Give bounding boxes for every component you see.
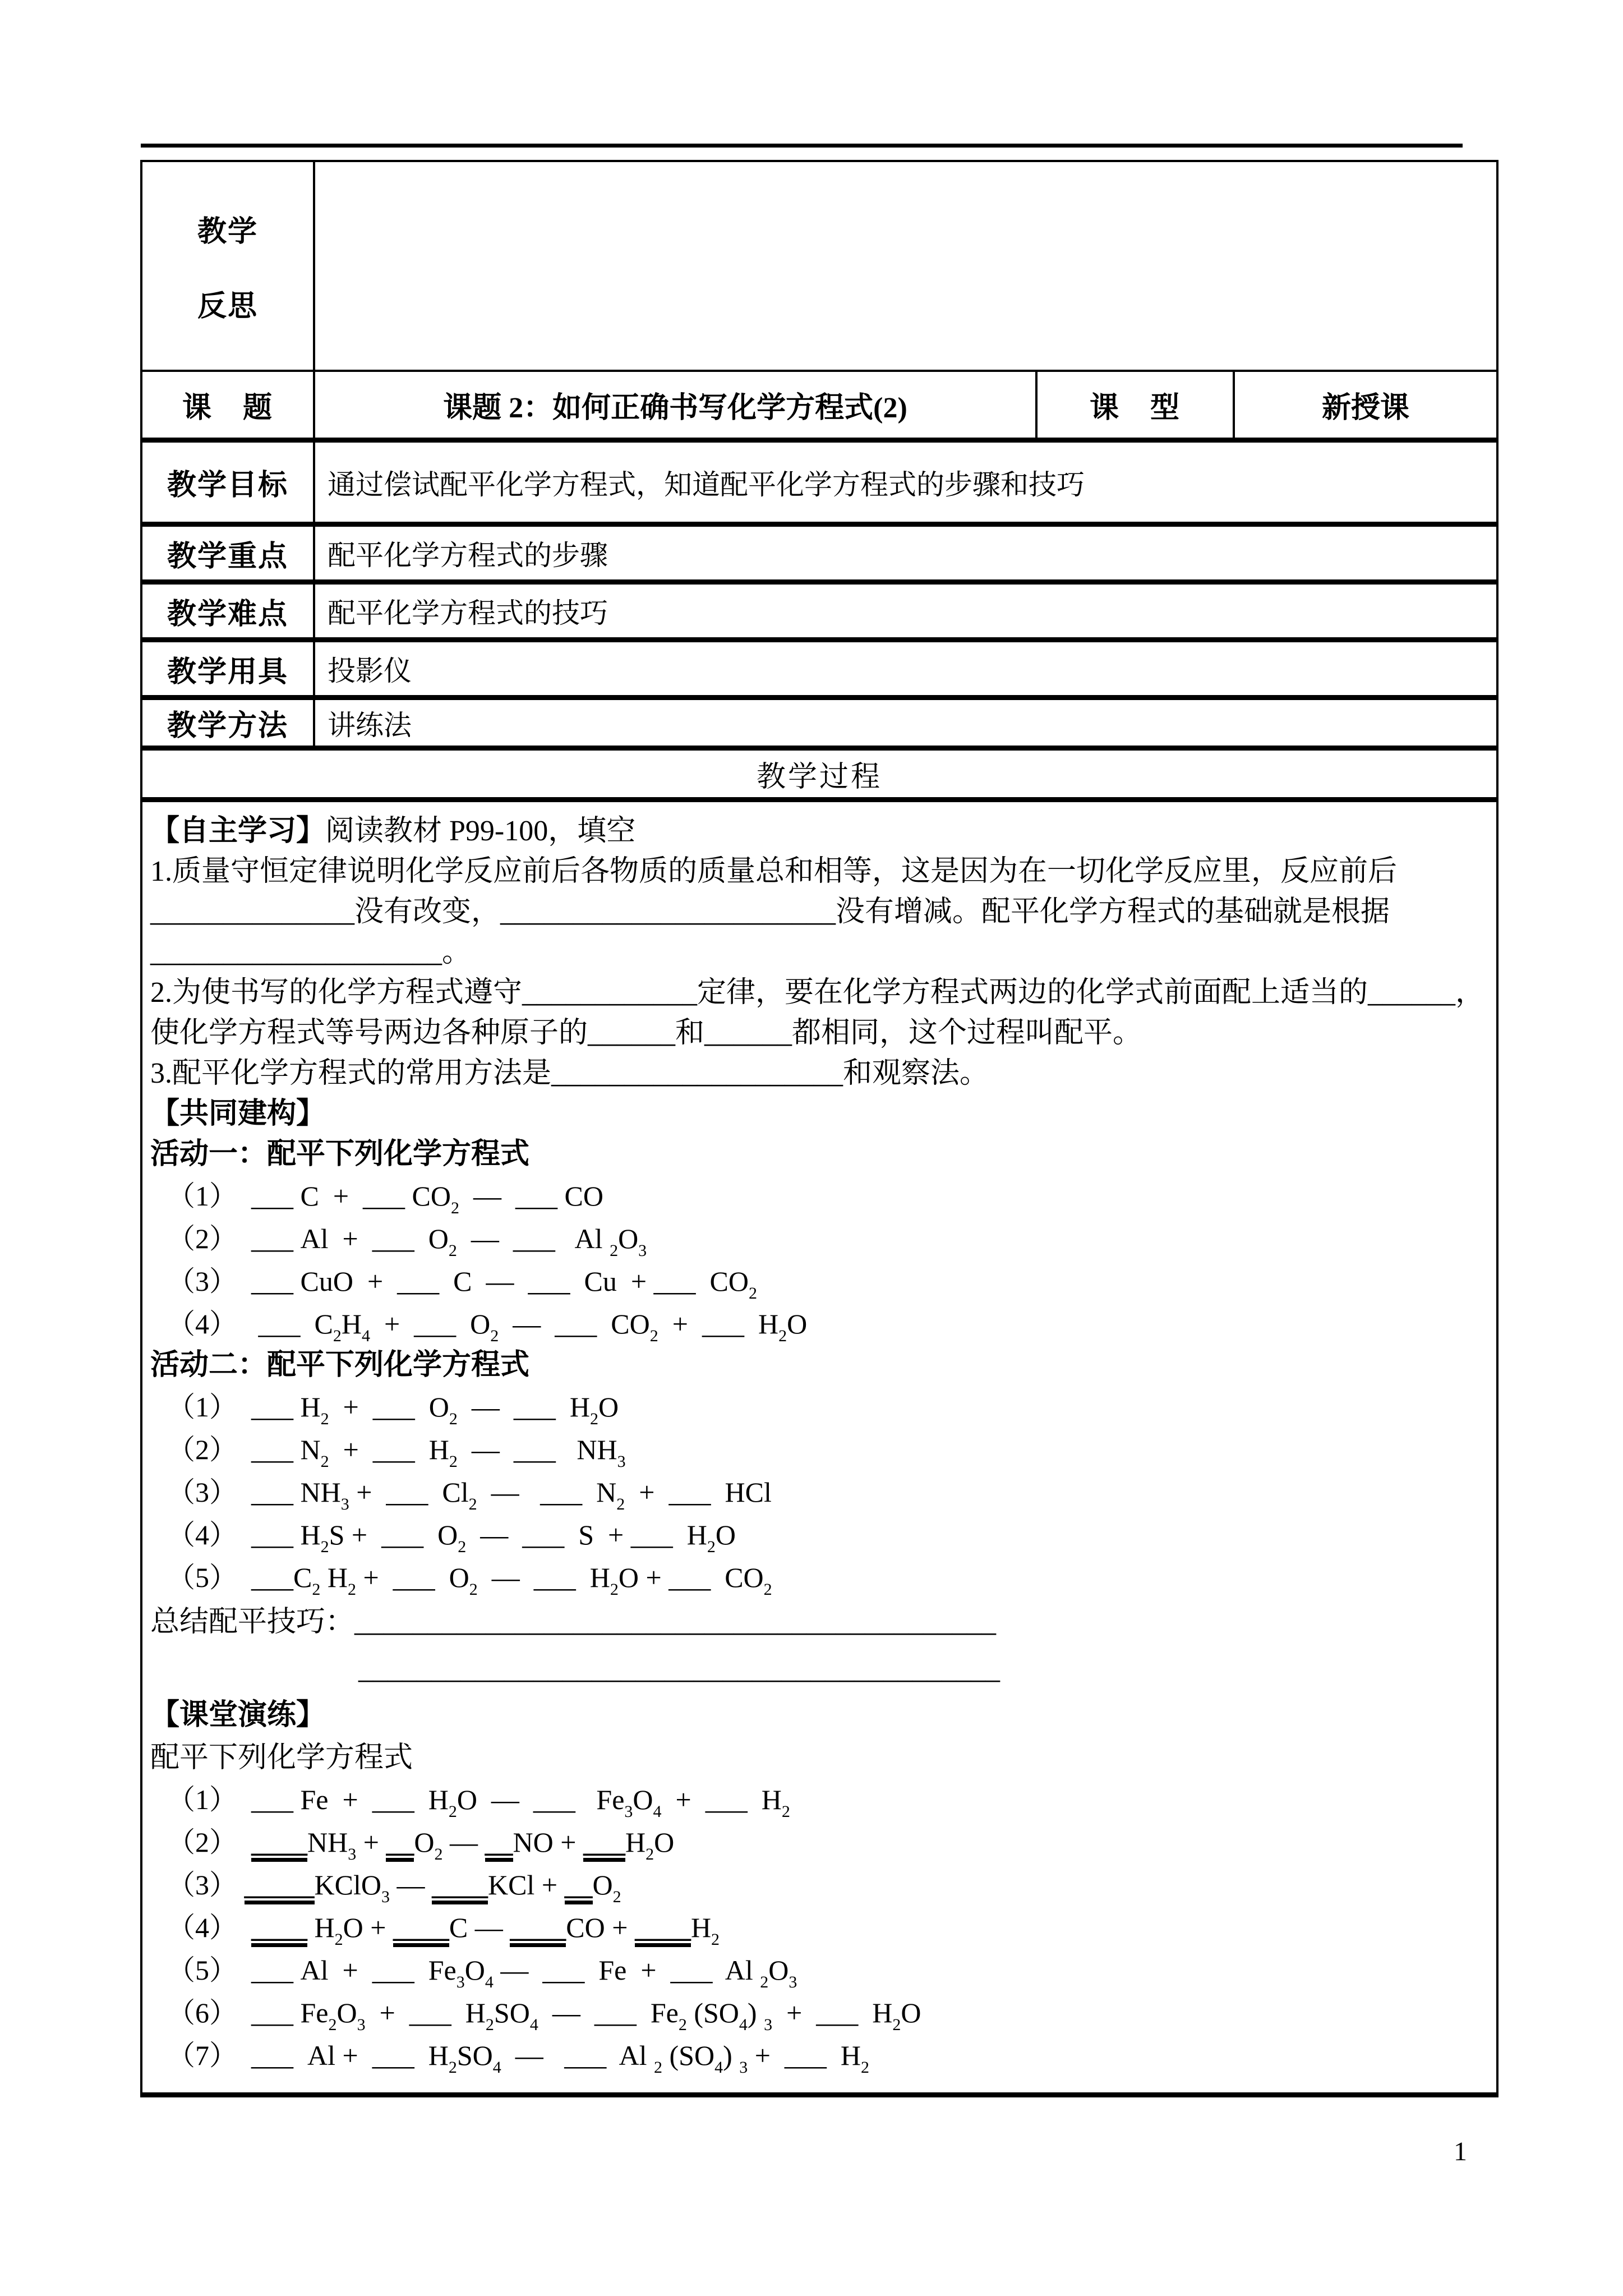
method-label: 教学方法: [142, 700, 315, 746]
topic-title: 课题 2：如何正确书写化学方程式(2): [315, 372, 1038, 438]
reflection-label-cell: [142, 162, 315, 370]
drill-equation-1: （1） ___ Fe + ___ $H_2O$ — ___ $Fe_3O_4$ + ___ $H_2$: [167, 1784, 790, 1821]
activity1-equation-2: （2） ___ Al + ___ $O_2$ — ___ Al $_2O_3$: [167, 1223, 647, 1260]
drill-equation-3: （3） _____KClO$_3$ — ____KCl + $\_\_O_2$: [167, 1869, 621, 1906]
goal-label: 教学目标: [142, 443, 315, 522]
reflection-label-line1: 教学: [197, 216, 258, 248]
course-type-value: 新授课: [1321, 392, 1409, 424]
lesson-plan-table: [140, 160, 1498, 2097]
activity2-heading: 活动二：配平下列化学方程式: [150, 1349, 530, 1381]
activity2-equation-5: （5） $\_\_\_C_2$ $H_2$ + ___ $O_2$ — ___ $H_2O$ + ___ $CO_2$: [167, 1562, 772, 1599]
reflection-row: [142, 162, 1496, 372]
process-header: 教学过程: [756, 761, 882, 793]
build-heading: 【共同建构】: [150, 1098, 326, 1130]
process-header-row: [142, 751, 1496, 802]
course-type-label: 课 型: [1038, 372, 1235, 438]
reflection-label: [197, 208, 258, 324]
self-study-heading-line: [150, 811, 1485, 852]
reflection-value-cell: [315, 162, 1496, 370]
fill-line-5: 使化学方程式等号两边各种原子的______和______都相同，这个过程叫配平。: [150, 1017, 1142, 1049]
focus-value: 配平化学方程式的步骤: [328, 540, 608, 571]
method-row: [142, 700, 1496, 751]
topic-label-cell: 课 题: [142, 372, 315, 438]
page-header-rule: [141, 144, 1463, 148]
topic-row: [142, 372, 1496, 443]
self-study-heading: 【自主学习】: [150, 815, 326, 847]
summary-line: [150, 1599, 1485, 1646]
reflection-label-line2: 反思: [197, 291, 258, 323]
focus-row: [142, 527, 1496, 585]
tools-row: [142, 642, 1496, 700]
drill-intro: 配平下列化学方程式: [150, 1742, 413, 1774]
page-number: 1: [1454, 2137, 1467, 2166]
fill-line-1: 1.质量守恒定律说明化学反应前后各物质的质量总和相等，这是因为在一切化学反应里，反应前后: [150, 855, 1398, 887]
fill-line-3: ____________________。: [150, 936, 472, 968]
activity1-heading: 活动一：配平下列化学方程式: [150, 1138, 530, 1170]
activity1-equation-4: （4） ___ $C_2H_4$ + ___ $O_2$ — ___ $CO_2$ + ___ $H_2O$: [167, 1308, 808, 1345]
difficulty-row: [142, 585, 1496, 642]
self-study-intro: 阅读教材 P99-100，填空: [325, 815, 636, 847]
goal-value: 通过偿试配平化学方程式，知道配平化学方程式的步骤和技巧: [328, 468, 1085, 500]
focus-label: 教学重点: [142, 527, 315, 579]
process-content: [142, 802, 1496, 2092]
drill-equation-5: （5） ___ Al + ___ $Fe_3O_4$ — ___ Fe + ___ Al $_2O_3$: [167, 1954, 797, 1991]
difficulty-label: 教学难点: [142, 585, 315, 637]
drill-heading: 【课堂演练】: [150, 1699, 326, 1731]
activity2-equation-4: （4） ___ $H_2S$ + ___ $O_2$ — ___ S + ___ $H_2O$: [167, 1519, 736, 1556]
activity1-equation-3: （3） ___ CuO + ___ C — ___ Cu + ___ $CO_2$: [167, 1266, 758, 1303]
drill-equation-4: （4） ____ $H_2O$ + ____C — ____CO + $\_\_\_\_H_2$: [167, 1912, 720, 1949]
summary-blank-line-2: [358, 1646, 1485, 1693]
drill-equation-7: （7） ___ Al + ___ $H_2SO_4$ — ___ Al $_2$ $(SO_4) _3$ + ___ $H_2$: [167, 2040, 870, 2077]
goal-row: [142, 443, 1496, 527]
summary-blank-1: ____________________________________________: [354, 1606, 997, 1638]
activity2-equation-3: （3） ___ $NH_3$ + ___ $Cl_2$ — ___ $N_2$ + ___ HCl: [167, 1476, 772, 1513]
difficulty-value: 配平化学方程式的技巧: [328, 597, 608, 629]
activity1-equation-1: （1） ___ C + ___ $CO_2$ — ___ CO: [167, 1180, 603, 1217]
summary-label: 总结配平技巧：: [150, 1606, 355, 1638]
tools-value: 投影仪: [328, 655, 412, 687]
fill-line-6: 3.配平化学方程式的常用方法是____________________和观察法。: [150, 1057, 989, 1089]
fill-line-2: ______________没有改变，_______________________没有增减。配平化学方程式的基础就是根据: [150, 896, 1390, 928]
drill-equation-2: （2） $\_\_\_\_NH_3$ + $\_\_O_2$ — __NO + $\_\_\_H_2O$: [167, 1826, 675, 1864]
fill-line-4: 2.为使书写的化学方程式遵守____________定律，要在化学方程式两边的化学式前面配上适当的______，: [150, 977, 1485, 1009]
method-value: 讲练法: [328, 709, 412, 741]
drill-equation-6: （6） ___ $Fe_2O_3$ + ___ $H_2SO_4$ — ___ $Fe_2$ $(SO_4) _3$ + ___ $H_2O$: [167, 1997, 921, 2034]
activity2-equation-2: （2） ___ $N_2$ + ___ $H_2$ — ___ $NH_3$: [167, 1434, 626, 1471]
summary-blank-2: ____________________________________________: [358, 1653, 1000, 1685]
tools-label: 教学用具: [142, 642, 315, 695]
activity2-equation-1: （1） ___ $H_2$ + ___ $O_2$ — ___ $H_2O$: [167, 1391, 619, 1428]
